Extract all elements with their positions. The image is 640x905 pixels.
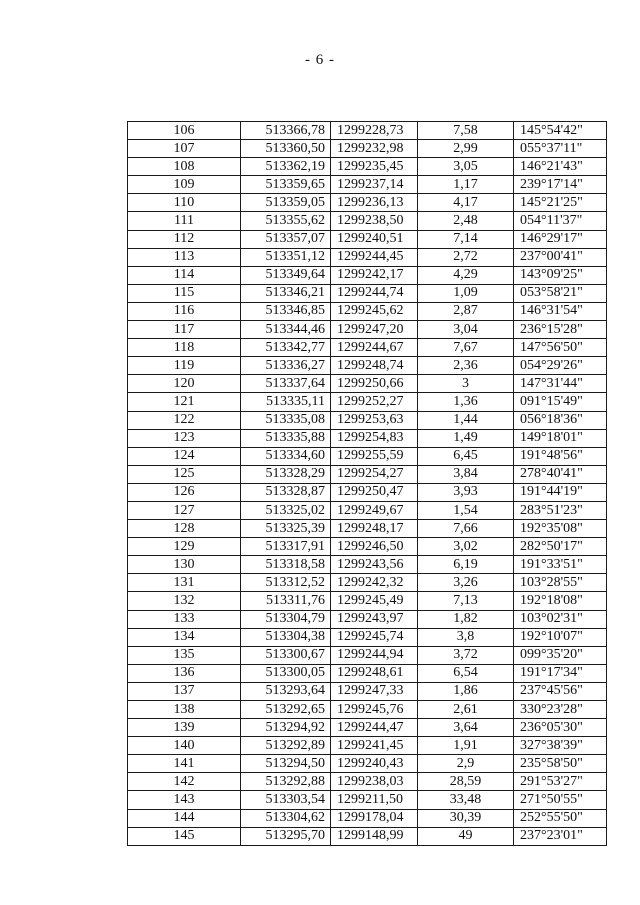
distance-cell: 1,44 (418, 411, 514, 429)
y-coordinate-cell: 1299238,50 (331, 212, 418, 230)
point-number-cell: 115 (128, 284, 241, 302)
x-coordinate-cell: 513318,58 (241, 556, 331, 574)
point-number-cell: 137 (128, 682, 241, 700)
point-number-cell: 118 (128, 339, 241, 357)
x-coordinate-cell: 513304,38 (241, 628, 331, 646)
y-coordinate-cell: 1299246,50 (331, 538, 418, 556)
point-number-cell: 112 (128, 230, 241, 248)
bearing-cell: 282°50'17" (514, 538, 607, 556)
distance-cell: 7,13 (418, 592, 514, 610)
table-row (128, 791, 607, 809)
table-row (128, 556, 607, 574)
y-coordinate-cell: 1299244,67 (331, 339, 418, 357)
distance-cell: 2,72 (418, 248, 514, 266)
bearing-cell: 283°51'23" (514, 501, 607, 519)
point-number-cell: 132 (128, 592, 241, 610)
y-coordinate-cell: 1299242,17 (331, 266, 418, 284)
bearing-cell: 054°11'37" (514, 212, 607, 230)
bearing-cell: 191°48'56" (514, 447, 607, 465)
table-row (128, 447, 607, 465)
bearing-cell: 055°37'11" (514, 140, 607, 158)
point-number-cell: 126 (128, 483, 241, 501)
distance-cell: 2,87 (418, 302, 514, 320)
bearing-cell: 192°10'07" (514, 628, 607, 646)
point-number-cell: 131 (128, 574, 241, 592)
x-coordinate-cell: 513346,85 (241, 302, 331, 320)
y-coordinate-cell: 1299245,62 (331, 302, 418, 320)
x-coordinate-cell: 513342,77 (241, 339, 331, 357)
x-coordinate-cell: 513355,62 (241, 212, 331, 230)
table-row (128, 682, 607, 700)
x-coordinate-cell: 513311,76 (241, 592, 331, 610)
coordinates-table-body (128, 122, 607, 846)
point-number-cell: 143 (128, 791, 241, 809)
point-number-cell: 136 (128, 664, 241, 682)
y-coordinate-cell: 1299253,63 (331, 411, 418, 429)
x-coordinate-cell: 513336,27 (241, 357, 331, 375)
y-coordinate-cell: 1299247,33 (331, 682, 418, 700)
distance-cell: 1,91 (418, 737, 514, 755)
x-coordinate-cell: 513357,07 (241, 230, 331, 248)
distance-cell: 28,59 (418, 773, 514, 791)
y-coordinate-cell: 1299243,97 (331, 610, 418, 628)
x-coordinate-cell: 513337,64 (241, 375, 331, 393)
bearing-cell: 192°18'08" (514, 592, 607, 610)
bearing-cell: 056°18'36" (514, 411, 607, 429)
bearing-cell: 149°18'01" (514, 429, 607, 447)
y-coordinate-cell: 1299242,32 (331, 574, 418, 592)
distance-cell: 2,36 (418, 357, 514, 375)
distance-cell: 1,36 (418, 393, 514, 411)
point-number-cell: 106 (128, 122, 241, 140)
y-coordinate-cell: 1299178,04 (331, 809, 418, 827)
x-coordinate-cell: 513360,50 (241, 140, 331, 158)
point-number-cell: 122 (128, 411, 241, 429)
bearing-cell: 236°05'30" (514, 719, 607, 737)
bearing-cell: 147°31'44" (514, 375, 607, 393)
distance-cell: 6,54 (418, 664, 514, 682)
x-coordinate-cell: 513362,19 (241, 158, 331, 176)
x-coordinate-cell: 513344,46 (241, 321, 331, 339)
distance-cell: 1,17 (418, 176, 514, 194)
bearing-cell: 054°29'26" (514, 357, 607, 375)
bearing-cell: 236°15'28" (514, 321, 607, 339)
table-row (128, 483, 607, 501)
bearing-cell: 235°58'50" (514, 755, 607, 773)
point-number-cell: 125 (128, 465, 241, 483)
y-coordinate-cell: 1299235,45 (331, 158, 418, 176)
table-row (128, 357, 607, 375)
point-number-cell: 135 (128, 646, 241, 664)
y-coordinate-cell: 1299254,83 (331, 429, 418, 447)
y-coordinate-cell: 1299148,99 (331, 827, 418, 845)
bearing-cell: 145°21'25" (514, 194, 607, 212)
table-row (128, 501, 607, 519)
y-coordinate-cell: 1299236,13 (331, 194, 418, 212)
x-coordinate-cell: 513335,08 (241, 411, 331, 429)
x-coordinate-cell: 513359,05 (241, 194, 331, 212)
table-row (128, 737, 607, 755)
bearing-cell: 147°56'50" (514, 339, 607, 357)
table-row (128, 664, 607, 682)
point-number-cell: 139 (128, 719, 241, 737)
table-row (128, 465, 607, 483)
distance-cell: 7,67 (418, 339, 514, 357)
point-number-cell: 108 (128, 158, 241, 176)
table-row (128, 176, 607, 194)
bearing-cell: 053°58'21" (514, 284, 607, 302)
table-row (128, 140, 607, 158)
table-row (128, 773, 607, 791)
y-coordinate-cell: 1299245,76 (331, 701, 418, 719)
distance-cell: 3,84 (418, 465, 514, 483)
table-row (128, 212, 607, 230)
table-row (128, 628, 607, 646)
table-row (128, 646, 607, 664)
x-coordinate-cell: 513346,21 (241, 284, 331, 302)
table-row (128, 158, 607, 176)
x-coordinate-cell: 513304,79 (241, 610, 331, 628)
point-number-cell: 117 (128, 321, 241, 339)
y-coordinate-cell: 1299255,59 (331, 447, 418, 465)
y-coordinate-cell: 1299248,17 (331, 520, 418, 538)
y-coordinate-cell: 1299244,74 (331, 284, 418, 302)
y-coordinate-cell: 1299241,45 (331, 737, 418, 755)
y-coordinate-cell: 1299254,27 (331, 465, 418, 483)
distance-cell: 4,17 (418, 194, 514, 212)
bearing-cell: 103°28'55" (514, 574, 607, 592)
distance-cell: 7,66 (418, 520, 514, 538)
table-row (128, 302, 607, 320)
distance-cell: 7,58 (418, 122, 514, 140)
table-row (128, 701, 607, 719)
distance-cell: 33,48 (418, 791, 514, 809)
distance-cell: 3 (418, 375, 514, 393)
x-coordinate-cell: 513325,39 (241, 520, 331, 538)
table-row (128, 339, 607, 357)
point-number-cell: 138 (128, 701, 241, 719)
point-number-cell: 133 (128, 610, 241, 628)
point-number-cell: 114 (128, 266, 241, 284)
table-row (128, 574, 607, 592)
table-row (128, 610, 607, 628)
point-number-cell: 134 (128, 628, 241, 646)
distance-cell: 2,61 (418, 701, 514, 719)
point-number-cell: 128 (128, 520, 241, 538)
point-number-cell: 140 (128, 737, 241, 755)
bearing-cell: 192°35'08" (514, 520, 607, 538)
y-coordinate-cell: 1299232,98 (331, 140, 418, 158)
point-number-cell: 107 (128, 140, 241, 158)
bearing-cell: 237°45'56" (514, 682, 607, 700)
bearing-cell: 252°55'50" (514, 809, 607, 827)
distance-cell: 3,04 (418, 321, 514, 339)
table-row (128, 122, 607, 140)
bearing-cell: 103°02'31" (514, 610, 607, 628)
bearing-cell: 143°09'25" (514, 266, 607, 284)
x-coordinate-cell: 513351,12 (241, 248, 331, 266)
point-number-cell: 116 (128, 302, 241, 320)
y-coordinate-cell: 1299238,03 (331, 773, 418, 791)
x-coordinate-cell: 513335,88 (241, 429, 331, 447)
x-coordinate-cell: 513335,11 (241, 393, 331, 411)
table-row (128, 411, 607, 429)
x-coordinate-cell: 513359,65 (241, 176, 331, 194)
table-row (128, 248, 607, 266)
point-number-cell: 121 (128, 393, 241, 411)
y-coordinate-cell: 1299211,50 (331, 791, 418, 809)
table-row (128, 719, 607, 737)
x-coordinate-cell: 513300,05 (241, 664, 331, 682)
point-number-cell: 120 (128, 375, 241, 393)
y-coordinate-cell: 1299245,49 (331, 592, 418, 610)
table-row (128, 375, 607, 393)
table-row (128, 827, 607, 845)
y-coordinate-cell: 1299247,20 (331, 321, 418, 339)
table-row (128, 429, 607, 447)
bearing-cell: 291°53'27" (514, 773, 607, 791)
distance-cell: 1,82 (418, 610, 514, 628)
distance-cell: 3,26 (418, 574, 514, 592)
y-coordinate-cell: 1299252,27 (331, 393, 418, 411)
y-coordinate-cell: 1299240,43 (331, 755, 418, 773)
bearing-cell: 145°54'42" (514, 122, 607, 140)
point-number-cell: 127 (128, 501, 241, 519)
distance-cell: 3,72 (418, 646, 514, 664)
distance-cell: 7,14 (418, 230, 514, 248)
x-coordinate-cell: 513292,88 (241, 773, 331, 791)
x-coordinate-cell: 513292,65 (241, 701, 331, 719)
point-number-cell: 142 (128, 773, 241, 791)
point-number-cell: 129 (128, 538, 241, 556)
distance-cell: 30,39 (418, 809, 514, 827)
point-number-cell: 123 (128, 429, 241, 447)
y-coordinate-cell: 1299240,51 (331, 230, 418, 248)
y-coordinate-cell: 1299244,94 (331, 646, 418, 664)
x-coordinate-cell: 513349,64 (241, 266, 331, 284)
distance-cell: 3,02 (418, 538, 514, 556)
x-coordinate-cell: 513304,62 (241, 809, 331, 827)
bearing-cell: 271°50'55" (514, 791, 607, 809)
table-row (128, 230, 607, 248)
x-coordinate-cell: 513317,91 (241, 538, 331, 556)
y-coordinate-cell: 1299249,67 (331, 501, 418, 519)
x-coordinate-cell: 513293,64 (241, 682, 331, 700)
distance-cell: 1,54 (418, 501, 514, 519)
y-coordinate-cell: 1299250,47 (331, 483, 418, 501)
distance-cell: 6,19 (418, 556, 514, 574)
point-number-cell: 130 (128, 556, 241, 574)
y-coordinate-cell: 1299228,73 (331, 122, 418, 140)
distance-cell: 2,48 (418, 212, 514, 230)
distance-cell: 1,86 (418, 682, 514, 700)
page-number: - 6 - (305, 52, 335, 68)
y-coordinate-cell: 1299244,45 (331, 248, 418, 266)
point-number-cell: 113 (128, 248, 241, 266)
bearing-cell: 237°00'41" (514, 248, 607, 266)
table-row (128, 592, 607, 610)
x-coordinate-cell: 513303,54 (241, 791, 331, 809)
distance-cell: 1,49 (418, 429, 514, 447)
table-row (128, 520, 607, 538)
x-coordinate-cell: 513334,60 (241, 447, 331, 465)
bearing-cell: 191°33'51" (514, 556, 607, 574)
point-number-cell: 110 (128, 194, 241, 212)
table-row (128, 538, 607, 556)
table-row (128, 321, 607, 339)
bearing-cell: 099°35'20" (514, 646, 607, 664)
coordinates-table (127, 121, 607, 846)
table-row (128, 809, 607, 827)
x-coordinate-cell: 513328,29 (241, 465, 331, 483)
point-number-cell: 119 (128, 357, 241, 375)
distance-cell: 3,64 (418, 719, 514, 737)
point-number-cell: 141 (128, 755, 241, 773)
table-row (128, 755, 607, 773)
table-row (128, 393, 607, 411)
bearing-cell: 146°21'43" (514, 158, 607, 176)
bearing-cell: 239°17'14" (514, 176, 607, 194)
x-coordinate-cell: 513295,70 (241, 827, 331, 845)
distance-cell: 3,93 (418, 483, 514, 501)
point-number-cell: 144 (128, 809, 241, 827)
point-number-cell: 145 (128, 827, 241, 845)
table-row (128, 194, 607, 212)
distance-cell: 2,99 (418, 140, 514, 158)
bearing-cell: 327°38'39" (514, 737, 607, 755)
bearing-cell: 146°29'17" (514, 230, 607, 248)
point-number-cell: 124 (128, 447, 241, 465)
y-coordinate-cell: 1299244,47 (331, 719, 418, 737)
bearing-cell: 278°40'41" (514, 465, 607, 483)
table-row (128, 284, 607, 302)
distance-cell: 3,8 (418, 628, 514, 646)
bearing-cell: 237°23'01" (514, 827, 607, 845)
distance-cell: 6,45 (418, 447, 514, 465)
y-coordinate-cell: 1299248,61 (331, 664, 418, 682)
distance-cell: 3,05 (418, 158, 514, 176)
y-coordinate-cell: 1299250,66 (331, 375, 418, 393)
x-coordinate-cell: 513312,52 (241, 574, 331, 592)
point-number-cell: 111 (128, 212, 241, 230)
x-coordinate-cell: 513366,78 (241, 122, 331, 140)
x-coordinate-cell: 513292,89 (241, 737, 331, 755)
bearing-cell: 191°17'34" (514, 664, 607, 682)
y-coordinate-cell: 1299237,14 (331, 176, 418, 194)
y-coordinate-cell: 1299245,74 (331, 628, 418, 646)
table-row (128, 266, 607, 284)
bearing-cell: 330°23'28" (514, 701, 607, 719)
x-coordinate-cell: 513328,87 (241, 483, 331, 501)
x-coordinate-cell: 513294,50 (241, 755, 331, 773)
bearing-cell: 146°31'54" (514, 302, 607, 320)
distance-cell: 49 (418, 827, 514, 845)
y-coordinate-cell: 1299243,56 (331, 556, 418, 574)
distance-cell: 2,9 (418, 755, 514, 773)
x-coordinate-cell: 513300,67 (241, 646, 331, 664)
distance-cell: 1,09 (418, 284, 514, 302)
bearing-cell: 191°44'19" (514, 483, 607, 501)
point-number-cell: 109 (128, 176, 241, 194)
bearing-cell: 091°15'49" (514, 393, 607, 411)
y-coordinate-cell: 1299248,74 (331, 357, 418, 375)
x-coordinate-cell: 513294,92 (241, 719, 331, 737)
x-coordinate-cell: 513325,02 (241, 501, 331, 519)
distance-cell: 4,29 (418, 266, 514, 284)
